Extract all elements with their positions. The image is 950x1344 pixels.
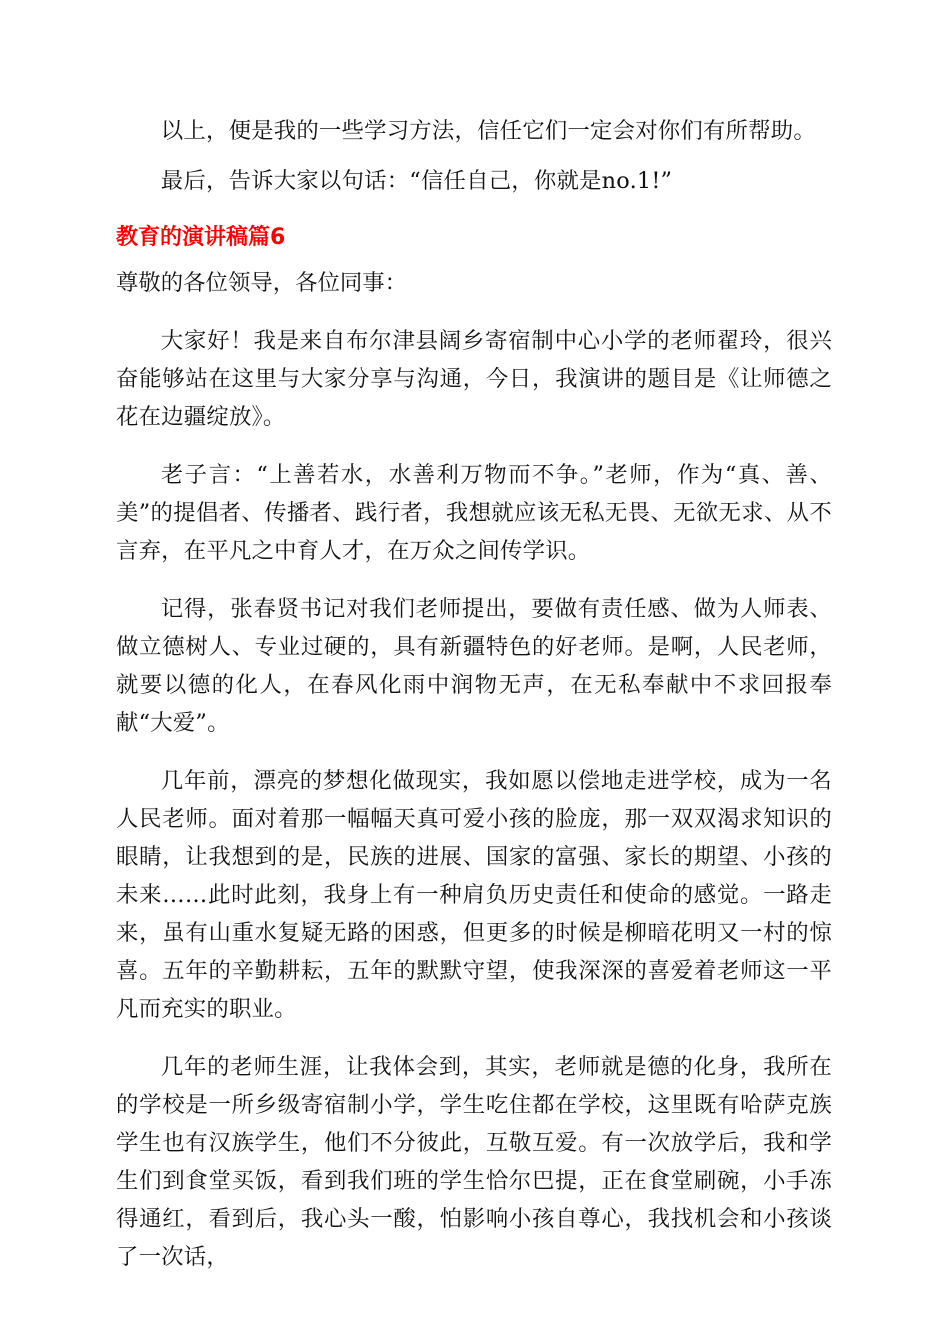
section-title: 教育的演讲稿篇6 — [116, 225, 286, 250]
document-body — [116, 112, 832, 1276]
intro-paragraph-1: 以上，便是我的一些学习方法，信任它们一定会对你们有所帮助。 — [160, 118, 816, 144]
intro-paragraph-2: 最后，告诉大家以句话：“信任自己，你就是no.1!” — [160, 168, 673, 194]
body-paragraph-3: 记得，张春贤书记对我们老师提出，要做有责任感、做为人师表、做立德树人、专业过硬的，具有新疆特色的好老师。是啊，人民老师，就要以德的化人，在春风化雨中润物无声，在无私奉献中不求回报奉献“大爱”。 — [116, 596, 832, 736]
body-paragraph-4: 几年前，漂亮的梦想化做现实，我如愿以偿地走进学校，成为一名人民老师。面对着那一幅幅天真可爱小孩的脸庞，那一双双渴求知识的眼睛，让我想到的是，民族的进展、国家的富强、家长的期望、小孩的未来……此时此刻，我身上有一种肩负历史责任和使命的感觉。一路走来，虽有山重水复疑无路的困惑，但更多的时候是柳暗花明又一村的惊喜。五年的辛勤耕耘，五年的默默守望，使我深深的喜爱着老师这一平凡而充实的职业。 — [116, 768, 832, 1022]
body-paragraph-5: 几年的老师生涯，让我体会到，其实，老师就是德的化身，我所在的学校是一所乡级寄宿制小学，学生吃住都在学校，这里既有哈萨克族学生也有汉族学生，他们不分彼此，互敬互爱。有一次放学后，我和学生们到食堂买饭，看到我们班的学生恰尔巴提，正在食堂刷碗，小手冻得通红，看到后，我心头一酸，怕影响小孩自尊心，我找机会和小孩谈了一次话， — [116, 1054, 832, 1270]
body-paragraph-2: 老子言：“上善若水，水善利万物而不争。”老师，作为“真、善、美”的提倡者、传播者、践行者，我想就应该无私无畏、无欲无求、从不言弃，在平凡之中育人才，在万众之间传学识。 — [116, 462, 832, 564]
body-paragraph-1: 大家好！我是来自布尔津县阔乡寄宿制中心小学的老师翟玲，很兴奋能够站在这里与大家分享与沟通，今日，我演讲的题目是《让师德之花在边疆绽放》。 — [116, 328, 832, 430]
salutation: 尊敬的各位领导，各位同事： — [116, 270, 408, 296]
